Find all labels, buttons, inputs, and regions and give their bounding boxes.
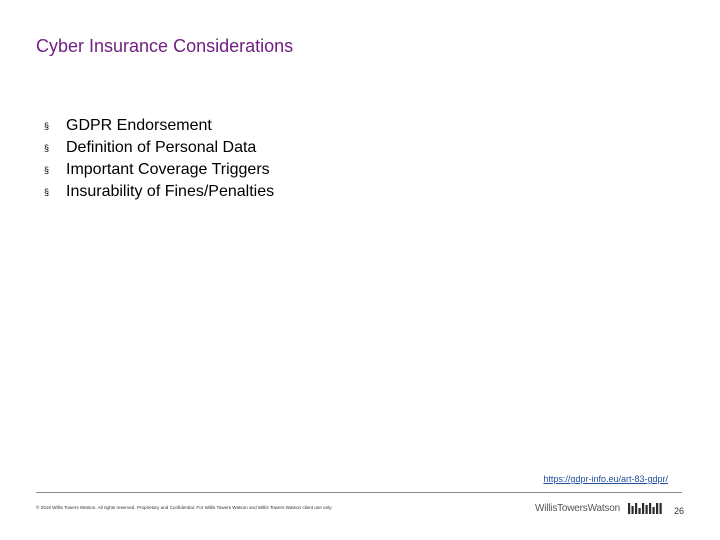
bullet-text: Definition of Personal Data [66, 139, 257, 156]
bullet-item [44, 159, 274, 181]
logo-wordmark: WillisTowersWatson [535, 503, 620, 514]
bullet-item [44, 181, 274, 203]
bullet-text: Important Coverage Triggers [66, 161, 270, 178]
company-logo [535, 503, 664, 514]
page-number: 26 [674, 506, 685, 516]
bullet-item [44, 115, 274, 137]
bullet-marker-icon: § [44, 187, 50, 197]
slide-title: Cyber Insurance Considerations [36, 36, 294, 56]
bullet-marker-icon: § [44, 143, 50, 153]
bullet-text: GDPR Endorsement [66, 117, 212, 134]
bullet-text: Insurability of Fines/Penalties [66, 183, 275, 200]
gdpr-article-link[interactable]: https://gdpr-info.eu/art-83-gdpr/ [543, 474, 668, 484]
logo-mark-icon [628, 503, 664, 514]
bullet-marker-icon: § [44, 165, 50, 175]
bullet-list [44, 115, 274, 203]
footer-divider [36, 492, 682, 493]
bullet-marker-icon: § [44, 121, 50, 131]
copyright-notice: © 2018 Willis Towers Watson. All rights reserved. Proprietary and Confidential. For Willis Towers Watson and Willis Towers Watson client use only. [36, 505, 333, 510]
bullet-item [44, 137, 274, 159]
